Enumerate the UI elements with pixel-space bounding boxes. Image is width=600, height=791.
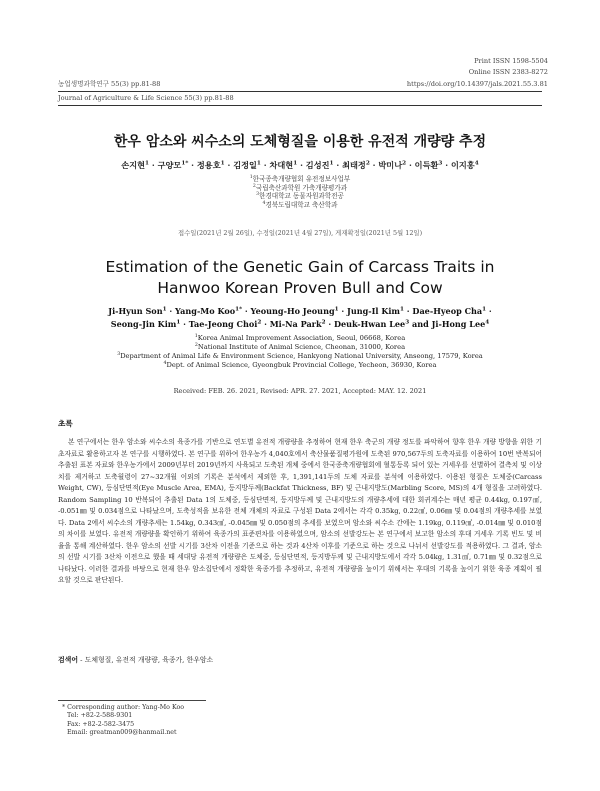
abstract-text: 본 연구에서는 한우 암소와 씨수소의 육종가를 기반으로 연도별 유전적 개량량을 추정하여 현재 한우 축군의 개량 정도를 파악하여 향후 한우 개량 방향을 위한 기초자료로 활용하고자 본 연구를 시행하였다. 본 연구를 위하여 한우농가 4,040호에서 축산물품질평가원에 도축된 970,567두의 도축자료를 이용하여 10번 반복되어 추출된 표본 자료와 한우농가에서 2009년부터 2019년까지 사육되고 도축된 개체 중에서 한국종축개량협회에 혈통등록 되어 있는 거세우를 선별하여 결측치 및 이상치를 제거하고 도축월령이 27~32개월 이외의 기록은 분석에서 제외한 후, 1,391,141두의 도체 자료를 분석에 이용하였다. 이용된 형질은 도체중(Carcass Weight, CW), 등심단면적(Eye Muscle Area, EMA), 등지방두께(Backfat Thickness, BF) 및 근내지방도(Marbling Score, MS)의 4개 형질을 고려하였다. Random Sampling 10 반복되어 추출된 Data 1의 도체중, 등심단면적, 등지방두께 및 근내지방도의 개량추세에 대한 회귀계수는 매년 평균 0.44kg, 0.197㎠, -0.051㎜ 및 0.034점으로 나타났으며, 도축성적을 보유한 전체 개체의 자료로 구성된 Data 2에서는 각각 0.35kg, 0.22㎠, 0.06㎜ 및 0.04점의 개량추세를 보였다. Data 2에서 씨수소의 개량추세는 1.54kg, 0.343㎠, -0.045㎜ 및 0.050점의 추세를 보였으며 암소와 씨수소 간에는 1.19kg, 0.119㎠, -0.014㎜ 및 0.010점의 차이를 보였다. 유전적 개량량을 확인하기 위하여 육종가의 표준편차를 이용하였으며, 암소의 선발강도는 본 연구에서 보고한 암소의 후대 거세우 기록 빈도 및 비율을 통해 계산하였다. 한우 암소의 선발 시기를 3산차 이전을 기준으로 하는 것과 4산차 이후를 기준으로 하는 것으로 나뉘서 선발강도를 적용하였다. 그 결과, 암소의 선발 시기를 3산차 이전으로 했을 때 세대당 유전적 개량량은 도체중, 등심단면적, 등지방두께 및 근내지방도에서 각각 5.04kg, 1.31㎠, 0.71㎜ 및 0.32점으로 나타났다. 이러한 결과를 바탕으로 현재 한우 암소집단에서 정확한 육종가를 추정하고, 유전적 개량량을 높이기 위해서는 후대의 기록을 높이기 위한 육종 계획이 필요할 것으로 판단된다.: [58, 438, 542, 584]
corresponding-fax: Fax: +82-2-582-3475: [67, 720, 135, 728]
print-issn: Print ISSN 1598-5504: [474, 57, 548, 65]
author-separator: ·: [242, 306, 251, 316]
author-separator: ·: [166, 306, 176, 316]
korean-author: 이득환$^3$: [414, 160, 443, 170]
english-author: Yeoung-Ho Jeoung$^1$: [250, 306, 339, 316]
korean-dates: 접수일(2021년 2월 26일), 수정일(2021년 4월 27일), 게재확정일(2021년 5월 12일): [177, 229, 423, 237]
author-affiliation-mark: 1: [220, 160, 225, 167]
english-affiliation: [0, 361, 600, 370]
abstract-body: [58, 437, 542, 587]
doi: https://doi.org/10.14397/jals.2021.55.3.81: [406, 80, 548, 88]
korean-author: 정용호$^1$: [196, 160, 225, 170]
author-affiliation-mark: 1: [176, 319, 181, 326]
affiliation-mark: 1: [249, 174, 253, 180]
author-separator: ·: [261, 319, 270, 329]
korean-affiliation: [0, 201, 600, 210]
author-affiliation-mark: 1: [329, 160, 334, 167]
author-separator: ·: [260, 160, 270, 170]
author-affiliation-mark: 4: [474, 160, 479, 167]
author-affiliation-mark: 1: [256, 160, 261, 167]
author-affiliation-mark: 1: [400, 306, 404, 313]
author-separator: ·: [403, 306, 413, 316]
korean-author: 이지홍$^4$: [450, 160, 479, 170]
english-title-line-1: Estimation of the Genetic Gain of Carcass Traits in: [105, 258, 495, 276]
english-author: Deuk-Hwan Lee$^3$: [333, 319, 410, 329]
affiliation-mark: 1: [194, 333, 198, 339]
header-rule-top: [58, 91, 542, 92]
corresponding-author: Corresponding author: Yang-Mo Koo: [67, 704, 185, 711]
author-affiliation-mark: 1: [162, 306, 167, 313]
author-separator: ·: [149, 160, 158, 170]
english-author: Seong-Jin Kim$^1$: [110, 319, 181, 329]
korean-author: 손지현$^1$: [121, 160, 150, 170]
online-issn: Online ISSN 2383-8272: [468, 68, 548, 76]
korean-author: 김정일$^1$: [233, 160, 261, 170]
author-separator: ·: [369, 160, 379, 170]
header-rule-bottom: [58, 105, 542, 106]
author-affiliation-mark: 3: [405, 319, 410, 326]
keywords-label: 검색어: [58, 656, 78, 664]
affiliation-text: Department of Animal Life & Environment Science, Hankyong National University, Anseong, 17579, Korea: [120, 351, 483, 360]
english-authors-line-1: [0, 305, 600, 318]
affiliation-text: 국립축산과학원 가축개량평가과: [255, 183, 348, 192]
english-author-list: [0, 305, 600, 331]
korean-author: 최태정$^2$: [342, 160, 370, 170]
author-separator: ·: [442, 160, 451, 170]
korean-author: 박미나$^2$: [378, 160, 407, 170]
english-affiliations: [0, 334, 600, 370]
english-authors-line-2: [0, 318, 600, 331]
author-separator: ·: [180, 319, 189, 329]
affiliation-text: 경북도립대학교 축산학과: [265, 201, 338, 210]
affiliation-mark: 2: [194, 342, 198, 348]
author-affiliation-mark: 1: [145, 160, 150, 167]
korean-author-list: [0, 160, 600, 171]
author-affiliation-mark: 1: [334, 306, 339, 313]
affiliation-mark: 4: [163, 360, 167, 366]
author-affiliation-mark: 2: [365, 160, 370, 167]
korean-author: 구양모$^{1*}$: [157, 160, 189, 170]
author-affiliation-mark: 1: [482, 306, 487, 313]
affiliation-mark: 3: [256, 192, 260, 198]
affiliation-text: 한국종축개량협회 유전정보사업부: [252, 175, 351, 183]
english-author: Mi-Na Park$^2$: [269, 319, 326, 329]
affiliation-mark: 2: [252, 183, 256, 189]
footnote-rule: [58, 700, 206, 701]
english-author: Yang-Mo Koo$^{1*}$: [175, 306, 243, 316]
journal-korean: 농업생명과학연구 55(3) pp.81-88: [58, 80, 161, 88]
english-dates: Received: FEB. 26. 2021, Revised: APR. 27. 2021, Accepted: MAY. 12. 2021: [173, 387, 427, 395]
author-affiliation-mark: 2: [402, 160, 407, 167]
author-affiliation-mark: 1*: [181, 160, 189, 167]
author-affiliation-mark: 1*: [235, 306, 243, 313]
english-author: Ji-Hong Lee$^4$: [431, 319, 490, 329]
english-author: Jung-Il Kim$^1$: [347, 306, 404, 316]
author-affiliation-mark: 1: [293, 160, 298, 167]
author-affiliation-mark: 3: [438, 160, 443, 167]
correspondence-block: * Corresponding author: Yang-Mo Koo Tel: +82-2-588-9301 Fax: +82-2-582-3475 Email: greatman009@hanmail.net: [62, 704, 185, 737]
korean-title: 한우 암소와 씨수소의 도체형질을 이용한 유전적 개량량 추정: [113, 134, 487, 150]
author-conjunction: and: [409, 319, 432, 329]
keywords-text: 도체형질, 유전적 개량량, 육종가, 한우암소: [84, 656, 214, 664]
author-separator: ·: [297, 160, 306, 170]
affiliation-text: Korea Animal Improvement Association, Seoul, 06668, Korea: [197, 334, 406, 342]
affiliation-mark: 4: [262, 200, 266, 206]
journal-english: Journal of Agriculture & Life Science 55(3) pp.81-88: [58, 94, 234, 102]
english-affiliation: [0, 343, 600, 352]
author-affiliation-mark: 2: [257, 319, 262, 326]
affiliation-text: 한경대학교 동물자원과학전공: [259, 192, 344, 201]
english-author: Ji-Hyun Son$^1$: [108, 306, 167, 316]
author-separator: ·: [224, 160, 234, 170]
author-separator: ·: [406, 160, 415, 170]
author-affiliation-mark: 4: [485, 319, 490, 326]
corresponding-email: Email: greatman009@hanmail.net: [67, 729, 177, 737]
author-separator: ·: [188, 160, 197, 170]
author-separator: ·: [486, 306, 492, 316]
korean-author: 김성진$^1$: [305, 160, 334, 170]
author-separator: ·: [333, 160, 343, 170]
affiliation-text: Dept. of Animal Science, Gyeongbuk Provincial College, Yecheon, 36930, Korea: [166, 360, 437, 369]
english-author: Dae-Hyeop Cha$^1$: [412, 306, 487, 316]
english-title: [0, 257, 600, 299]
korean-affiliations: [0, 175, 600, 210]
author-separator: ·: [338, 306, 348, 316]
author-affiliation-mark: 2: [321, 319, 326, 326]
korean-affiliation: [0, 175, 600, 184]
english-affiliation: [0, 352, 600, 361]
corresponding-tel: Tel: +82-2-588-9301: [67, 712, 133, 720]
english-affiliation: [0, 334, 600, 343]
author-separator: ·: [325, 319, 334, 329]
english-title-line-2: Hanwoo Korean Proven Bull and Cow: [157, 279, 443, 297]
korean-affiliation: [0, 192, 600, 201]
abstract-heading: 초록: [58, 419, 73, 428]
english-author: Tae-Jeong Choi$^2$: [188, 319, 262, 329]
keywords: 검색어 - 도체형질, 유전적 개량량, 육종가, 한우암소: [58, 656, 214, 664]
affiliation-text: National Institute of Animal Science, Cheonan, 31000, Korea: [197, 342, 406, 351]
affiliation-mark: 3: [117, 351, 121, 357]
korean-author: 차대현$^1$: [269, 160, 298, 170]
